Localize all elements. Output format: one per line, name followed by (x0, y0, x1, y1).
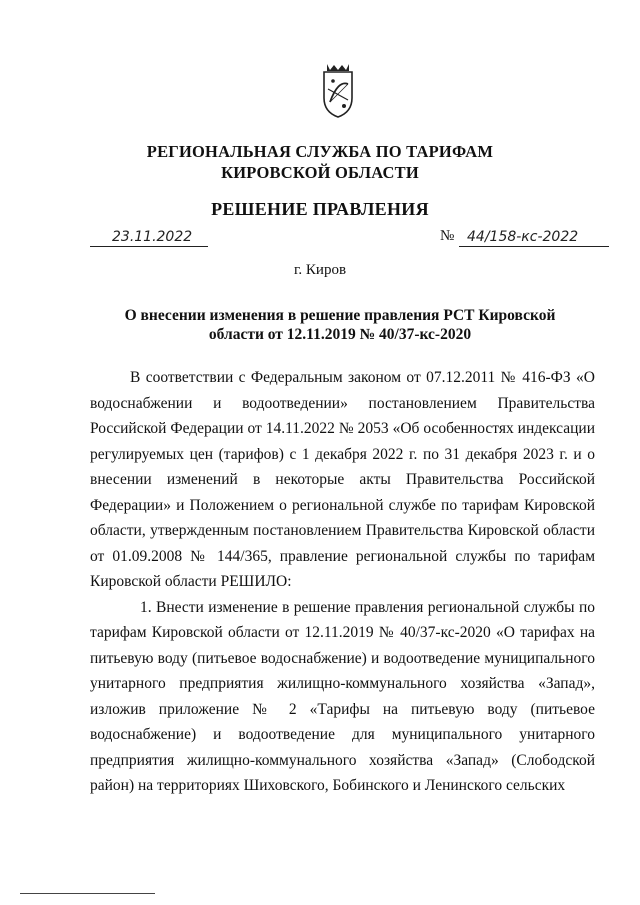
preamble-paragraph: В соответствии с Федеральным законом от 07.12.2011 № 416-ФЗ «О водоснабжении и водоотведении» постановлением Правительства Российской Федерации от 14.11.2022 № 2053 «Об особенностях индексации регулируемых цен (тарифов) с 1 декабря 2022 г. по 31 декабря 2023 г. и о внесении изменений в некоторые акты Правительства Российской Федерации» и Положением о региональной службе по тарифам Кировской области, утвержденным постановлением Правительства Кировской области от 01.09.2008 № 144/365, правление региональной службы по тарифам Кировской области РЕШИЛО: (90, 369, 595, 590)
org-line-1: РЕГИОНАЛЬНАЯ СЛУЖБА ПО ТАРИФАМ (146, 142, 494, 161)
subject-heading (120, 306, 560, 344)
org-line-2: КИРОВСКОЙ ОБЛАСТИ (221, 163, 419, 182)
number-line (459, 226, 609, 247)
organization-name (0, 141, 640, 183)
subject-line-2: области от 12.11.2019 № 40/37-кс-2020 (208, 326, 472, 343)
number-value: 44/158-кс-2022 (467, 229, 579, 245)
number-sign: № (440, 228, 455, 244)
date-value: 23.11.2022 (112, 229, 193, 245)
city: г. Киров (293, 262, 347, 278)
item-1-paragraph: 1. Внести изменение в решение правления региональной службы по тарифам Кировской области от 12.11.2019 № 40/37-кс-2020 «О тарифах на питьевую воду (питьевое водоснабжение) и водоотведение муниципального унитарного предприятия жилищно-коммунального хозяйства «Запад», изложив приложение № 2 «Тарифы на питьевую воду (питьевое водоснабжение) и водоотведение для муниципального унитарного предприятия жилищно-коммунального хозяйства «Запад» (Слободской район) на территориях Шиховского, Бобинского и Ленинского сельских (90, 598, 595, 794)
subject-line-1: О внесении изменения в решение правления РСТ Кировской (124, 307, 556, 324)
document-body (90, 365, 595, 799)
footnote-rule (20, 893, 155, 894)
kirov-coat-of-arms-icon (318, 62, 358, 120)
document-type: РЕШЕНИЕ ПРАВЛЕНИЯ (211, 199, 429, 219)
date-field (90, 226, 208, 247)
